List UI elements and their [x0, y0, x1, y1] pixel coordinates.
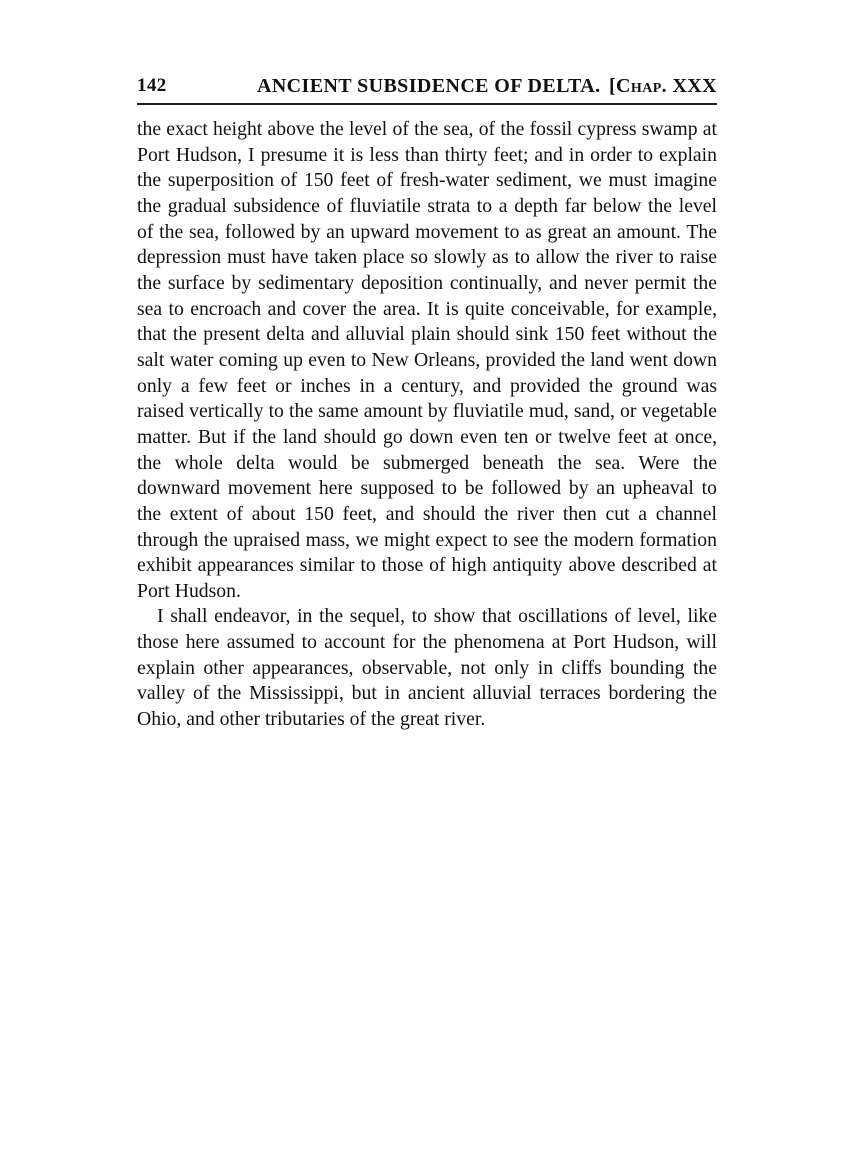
header-rule [137, 103, 717, 105]
chapter-reference: [Chap. XXX [609, 75, 717, 97]
running-head [137, 73, 717, 99]
page-number: 142 [137, 75, 167, 96]
body-text [137, 117, 717, 733]
paragraph: the exact height above the level of the sea, of the fossil cypress swamp at Port Hudson, I presume it is less than thirty feet; and in order to explain the superposition of 150 feet of fresh-water sediment, we must imagine the gradual subsidence of fluviatile strata to a depth far below the level of the sea, followed by an upward movement to as great an amount. The depression must have taken place so slowly as to allow the river to raise the surface by sedimentary deposition continually, and never permit the sea to encroach and cover the area. It is quite conceivable, for example, that the present delta and alluvial plain should sink 150 feet without the salt water coming up even to New Orleans, provided the land went down only a few feet or inches in a century, and provided the ground was raised vertically to the same amount by fluviatile mud, sand, or vegetable matter. But if the land should go down even ten or twelve feet at once, the whole delta would be submerged beneath the sea. Were the downward movement here supposed to be followed by an upheaval to the extent of about 150 feet, and should the river then cut a channel through the upraised mass, we might expect to see the modern formation exhibit appearances similar to those of high antiquity above described at Port Hudson. [137, 118, 717, 602]
paragraph: I shall endeavor, in the sequel, to show that oscillations of level, like those here assumed to account for the phenomena at Port Hudson, will explain other appearances, observable, not only in cliffs bounding the valley of the Mississippi, but in ancient alluvial terraces bordering the Ohio, and other tributaries of the great river. [137, 605, 717, 731]
running-title: ANCIENT SUBSIDENCE OF DELTA. [257, 75, 601, 97]
